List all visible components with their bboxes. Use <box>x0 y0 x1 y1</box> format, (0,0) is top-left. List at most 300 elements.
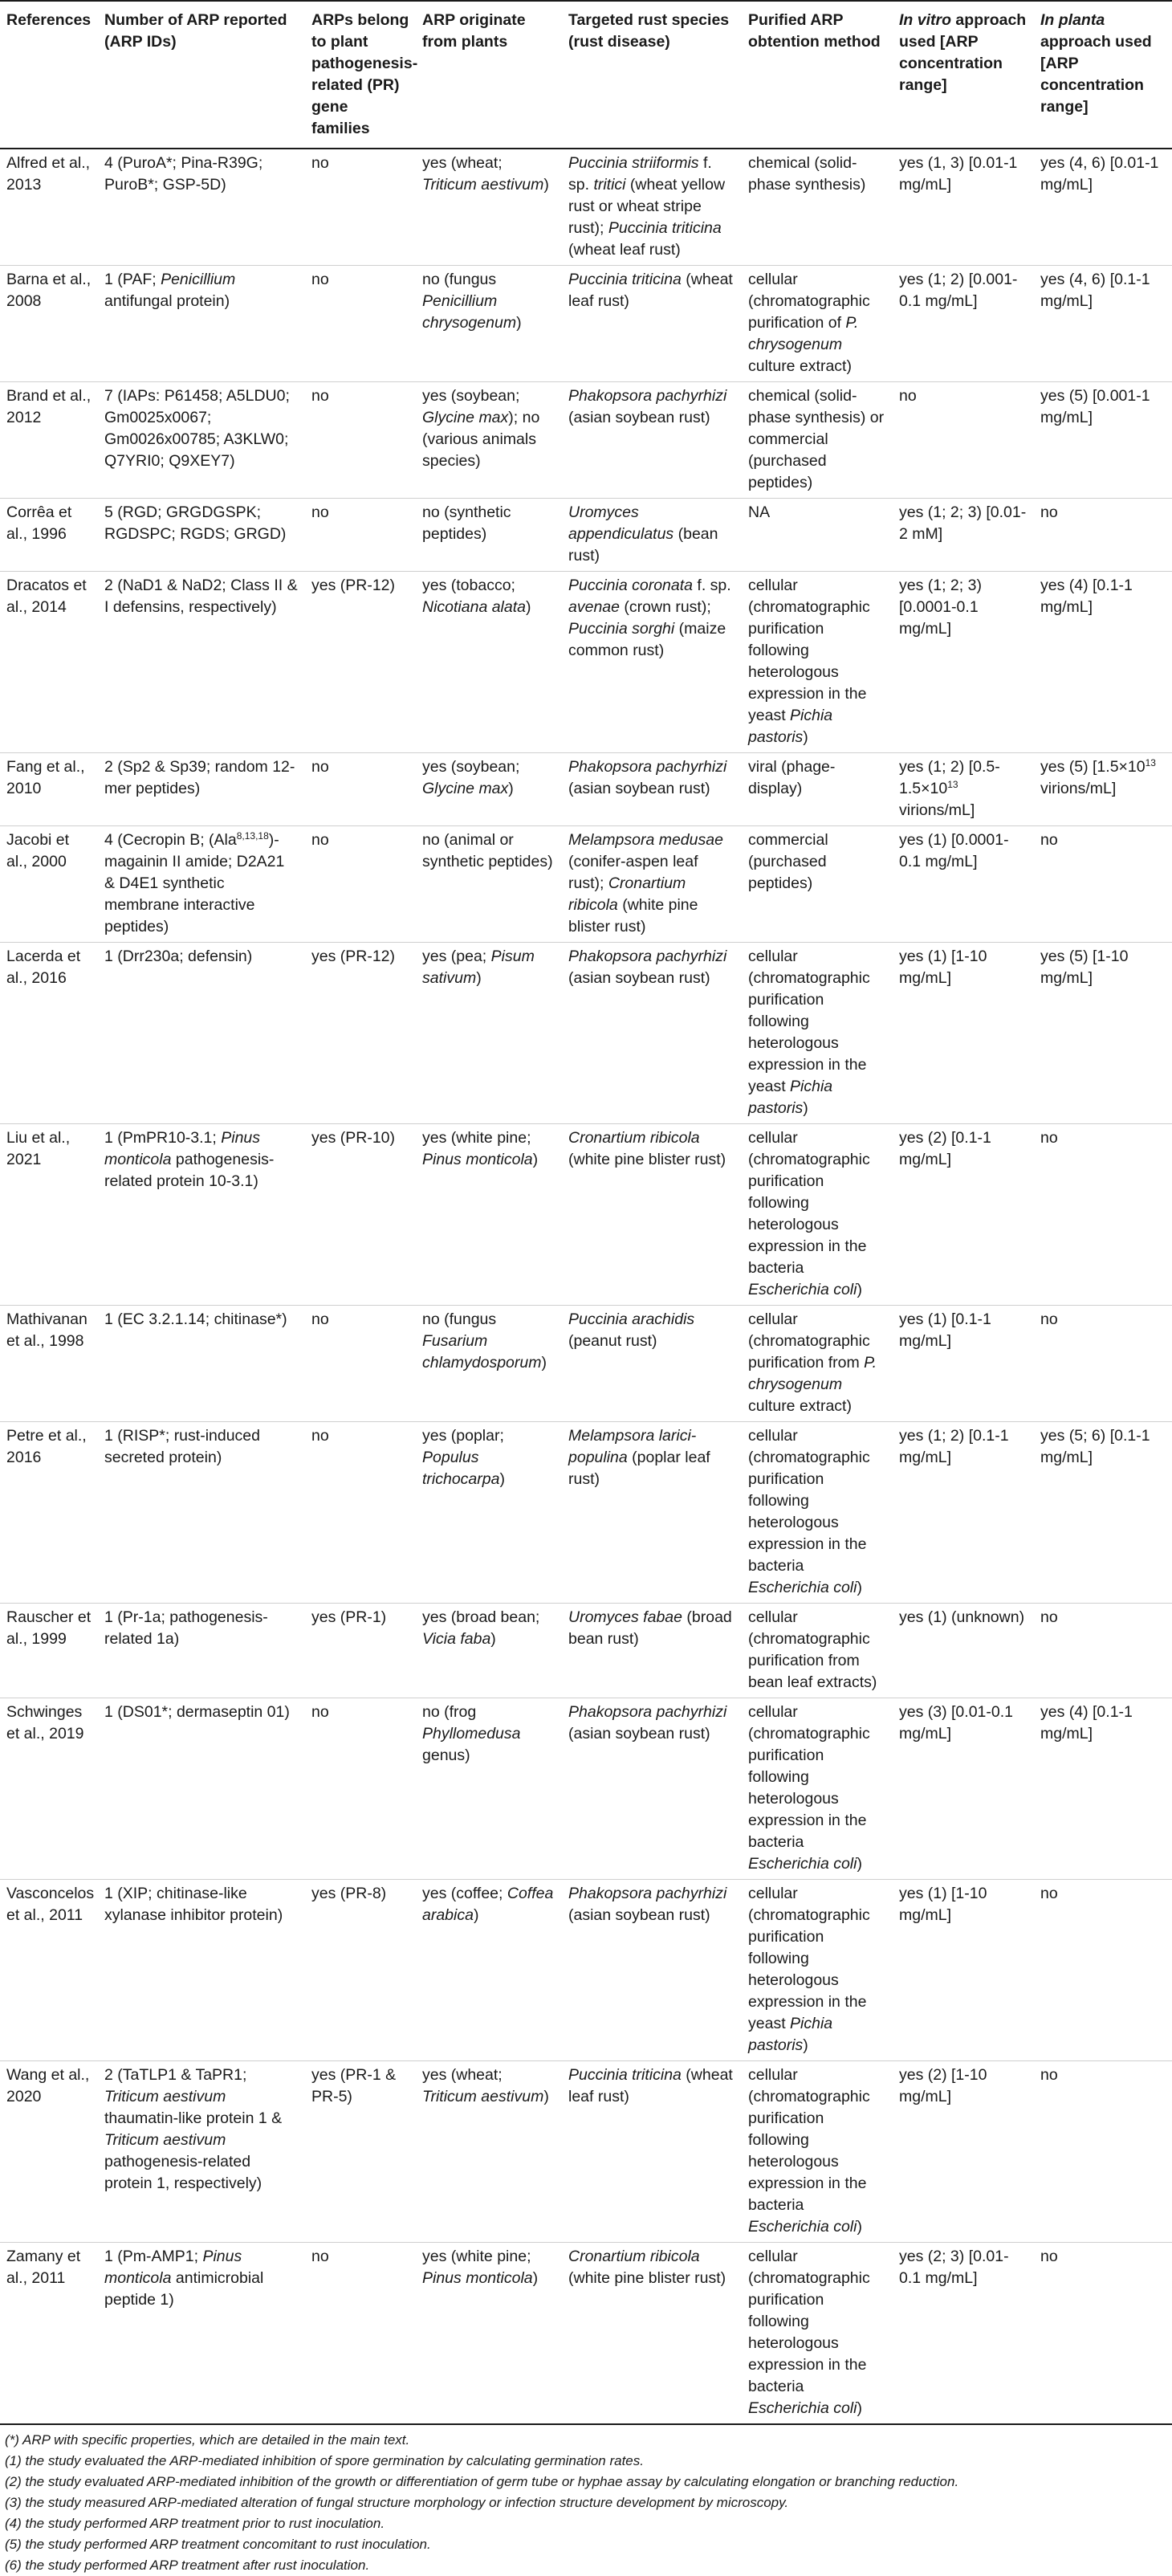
rust-species-name: Melampsora medusae <box>568 831 723 849</box>
arp-number-cell <box>98 1698 305 1880</box>
origin-text: ) <box>508 780 514 797</box>
in-planta-cell <box>1034 1124 1172 1306</box>
method-text: cellular (chromatographic purification following heterologous expression in the yeast <box>748 577 870 724</box>
arp-number-cell <box>98 2243 305 2425</box>
rust-text: (broad bean rust) <box>568 1608 732 1648</box>
method-species: Pichia pastoris <box>748 1078 833 1117</box>
in-vitro-superscript: 13 <box>947 779 958 790</box>
rust-species-cell <box>562 753 742 826</box>
reference-cell <box>0 1306 98 1422</box>
reference-cell <box>0 499 98 572</box>
in-planta-cell <box>1034 266 1172 382</box>
footnote-line: (*) ARP with specific properties, which are detailed in the main text. <box>5 2432 410 2448</box>
in-vitro-text: yes (1) [1-10 mg/mL] <box>899 948 987 987</box>
origin-species: Vicia faba <box>422 1630 491 1648</box>
arp-number-text: 2 (TaTLP1 & TaPR1; <box>104 2066 247 2084</box>
in-planta-text: yes (5) [1-10 mg/mL] <box>1040 948 1129 987</box>
in-vitro-cell <box>893 2061 1034 2243</box>
arp-number-cell <box>98 1422 305 1604</box>
origin-cell <box>416 149 562 266</box>
reference-text: Brand et al., 2012 <box>6 387 92 426</box>
rust-text: (white pine blister rust) <box>568 1151 726 1168</box>
in-planta-cell <box>1034 943 1172 1124</box>
footnote-line: (2) the study evaluated ARP-mediated inhibition of the growth or differentiation of germ tube or hyphae assay by calculating elongation or branching reduction. <box>5 2474 959 2489</box>
header-number-of-arp: Number of ARP reported (ARP IDs) <box>98 1 305 149</box>
rust-text: (conifer-aspen leaf rust); <box>568 853 698 892</box>
in-vitro-cell <box>893 572 1034 753</box>
header-in-planta <box>1034 1 1172 149</box>
method-text: viral (phage-display) <box>748 758 836 797</box>
origin-text: ) <box>541 1354 547 1372</box>
header-targeted-rust: Targeted rust species (rust disease) <box>562 1 742 149</box>
rust-text: (asian soybean rust) <box>568 1725 710 1742</box>
in-vitro-cell <box>893 826 1034 943</box>
pr-family-cell <box>305 149 416 266</box>
pr-family-cell <box>305 1880 416 2061</box>
arp-number-cell <box>98 826 305 943</box>
footnotes <box>0 2425 1172 2576</box>
origin-text: ) <box>526 598 531 616</box>
origin-species: Phyllomedusa <box>422 1725 521 1742</box>
reference-text: Alfred et al., 2013 <box>6 154 91 194</box>
arp-number-italic: Penicillium <box>161 271 236 288</box>
method-cell <box>742 499 893 572</box>
in-vitro-text: yes (1, 3) [0.01-1 mg/mL] <box>899 154 1018 194</box>
in-planta-cell <box>1034 1306 1172 1422</box>
rust-text: (crown rust); <box>619 598 711 616</box>
table-row <box>0 943 1172 1124</box>
in-planta-text: virions/mL] <box>1040 780 1117 797</box>
method-text: cellular (chromatographic purification following heterologous expression in the yeast <box>748 948 870 1095</box>
in-planta-cell <box>1034 499 1172 572</box>
method-text: commercial (purchased peptides) <box>748 831 828 892</box>
header-in-planta-italic: In planta <box>1040 11 1105 29</box>
origin-cell <box>416 943 562 1124</box>
pr-family-cell <box>305 499 416 572</box>
pr-family-text: no <box>311 503 329 521</box>
in-planta-cell <box>1034 2061 1172 2243</box>
rust-species-name: Uromyces appendiculatus <box>568 503 674 543</box>
pr-family-text: no <box>311 1310 329 1328</box>
rust-species-name: tritici <box>593 176 626 194</box>
origin-text: no (fungus <box>422 1310 497 1328</box>
method-species: Escherichia coli <box>748 2399 857 2417</box>
origin-species: Pinus monticola <box>422 2269 533 2287</box>
origin-cell <box>416 1698 562 1880</box>
method-text: NA <box>748 503 771 521</box>
method-text: culture extract) <box>748 357 852 375</box>
reference-cell <box>0 1604 98 1698</box>
origin-text: genus) <box>422 1747 470 1764</box>
method-text: chemical (solid-phase synthesis) or commercial (purchased peptides) <box>748 387 885 491</box>
pr-family-cell <box>305 1124 416 1306</box>
in-vitro-cell <box>893 266 1034 382</box>
method-text: cellular (chromatographic purification of <box>748 271 870 332</box>
method-text: ) <box>857 1579 862 1596</box>
rust-species-cell <box>562 499 742 572</box>
arp-number-italic: Pinus monticola <box>104 2248 242 2287</box>
reference-text: Rauscher et al., 1999 <box>6 1608 92 1648</box>
method-cell <box>742 943 893 1124</box>
origin-species: Fusarium chlamydosporum <box>422 1332 542 1372</box>
in-planta-cell <box>1034 149 1172 266</box>
in-planta-cell <box>1034 1698 1172 1880</box>
in-vitro-text: yes (1) (unknown) <box>899 1608 1025 1626</box>
origin-text: ) <box>543 2088 549 2105</box>
arp-number-text: 4 (Cecropin B; (Ala <box>104 831 237 849</box>
arp-number-text: 2 (NaD1 & NaD2; Class II & I defensins, respectively) <box>104 577 298 616</box>
pr-family-text: yes (PR-12) <box>311 577 396 594</box>
in-vitro-cell <box>893 1604 1034 1698</box>
reference-text: Liu et al., 2021 <box>6 1129 71 1168</box>
origin-cell <box>416 266 562 382</box>
rust-species-name: Puccinia striiformis <box>568 154 699 172</box>
rust-species-cell <box>562 1604 742 1698</box>
rust-species-cell <box>562 572 742 753</box>
arp-number-text: 1 (EC 3.2.1.14; chitinase*) <box>104 1310 287 1328</box>
rust-species-name: Cronartium ribicola <box>568 874 686 914</box>
origin-text: ) <box>490 1630 496 1648</box>
arp-number-text: 1 (Drr230a; defensin) <box>104 948 253 965</box>
reference-text: Vasconcelos et al., 2011 <box>6 1885 95 1924</box>
arp-number-text: 5 (RGD; GRGDGSPK; RGDSPC; RGDS; GRGD) <box>104 503 287 543</box>
reference-text: Barna et al., 2008 <box>6 271 92 310</box>
arp-number-text: 1 (Pr-1a; pathogenesis-related 1a) <box>104 1608 268 1648</box>
arp-number-italic: Pinus monticola <box>104 1129 261 1168</box>
method-cell <box>742 266 893 382</box>
pr-family-text: yes (PR-10) <box>311 1129 396 1147</box>
in-vitro-text: yes (2) [1-10 mg/mL] <box>899 2066 987 2105</box>
in-planta-text: yes (4, 6) [0.1-1 mg/mL] <box>1040 271 1150 310</box>
rust-text: (wheat leaf rust) <box>568 241 681 259</box>
in-planta-text: no <box>1040 1885 1058 1902</box>
header-row <box>0 1 1172 149</box>
rust-text: (white pine blister rust) <box>568 896 698 935</box>
rust-species-name: Puccinia triticina <box>568 271 682 288</box>
in-planta-text: yes (4) [0.1-1 mg/mL] <box>1040 577 1133 616</box>
rust-species-name: Puccinia sorghi <box>568 620 675 638</box>
arp-number-text: 1 (RISP*; rust-induced secreted protein) <box>104 1427 261 1466</box>
origin-species: Triticum aestivum <box>422 2088 544 2105</box>
rust-species-cell <box>562 826 742 943</box>
arp-number-text: )-magainin II amide; D2A21 & D4E1 synthetic membrane interactive peptides) <box>104 831 285 935</box>
arp-number-cell <box>98 2061 305 2243</box>
rust-species-name: Phakopsora pachyrhizi <box>568 948 727 965</box>
reference-cell <box>0 1422 98 1604</box>
method-text: ) <box>857 1281 862 1298</box>
rust-text: (asian soybean rust) <box>568 409 710 426</box>
rust-species-cell <box>562 382 742 499</box>
origin-cell <box>416 826 562 943</box>
rust-species-name: avenae <box>568 598 620 616</box>
method-cell <box>742 149 893 266</box>
in-vitro-cell <box>893 1422 1034 1604</box>
in-planta-text: no <box>1040 503 1058 521</box>
rust-species-name: Melampsora larici-populina <box>568 1427 697 1466</box>
in-vitro-text: yes (1) [0.0001-0.1 mg/mL] <box>899 831 1009 870</box>
in-vitro-cell <box>893 2243 1034 2425</box>
rust-species-cell <box>562 149 742 266</box>
pr-family-text: no <box>311 831 329 849</box>
rust-text: (bean rust) <box>568 525 718 565</box>
origin-text: ); no (various animals species) <box>422 409 540 470</box>
rust-text: (maize common rust) <box>568 620 726 659</box>
in-planta-text: no <box>1040 1310 1058 1328</box>
method-text: cellular (chromatographic purification following heterologous expression in the bacteria <box>748 1129 870 1277</box>
arp-number-superscript: 8,13,18 <box>236 830 269 842</box>
origin-species: Nicotiana alata <box>422 598 526 616</box>
in-planta-cell <box>1034 572 1172 753</box>
origin-species: Glycine max <box>422 780 509 797</box>
table-row <box>0 1604 1172 1698</box>
pr-family-text: yes (PR-8) <box>311 1885 387 1902</box>
arp-number-cell <box>98 572 305 753</box>
origin-text: ) <box>499 1470 505 1488</box>
origin-cell <box>416 499 562 572</box>
origin-cell <box>416 1306 562 1422</box>
method-species: Pichia pastoris <box>748 707 833 746</box>
rust-species-cell <box>562 943 742 1124</box>
pr-family-text: no <box>311 387 329 405</box>
pr-family-text: no <box>311 1427 329 1445</box>
arp-number-cell <box>98 1880 305 2061</box>
method-cell <box>742 1698 893 1880</box>
footnote-line: (1) the study evaluated the ARP-mediated inhibition of spore germination by calculating germination rates. <box>5 2453 644 2468</box>
table-row <box>0 499 1172 572</box>
in-vitro-text: yes (1) [0.1-1 mg/mL] <box>899 1310 991 1350</box>
arp-number-text: pathogenesis-related protein 10-3.1) <box>104 1151 275 1190</box>
pr-family-cell <box>305 1604 416 1698</box>
arp-number-cell <box>98 943 305 1124</box>
reference-text: Dracatos et al., 2014 <box>6 577 87 616</box>
rust-species-cell <box>562 1306 742 1422</box>
arp-number-italic: Triticum aestivum <box>104 2131 226 2149</box>
method-text: ) <box>803 1099 808 1117</box>
in-vitro-cell <box>893 943 1034 1124</box>
rust-text: (asian soybean rust) <box>568 780 710 797</box>
pr-family-cell <box>305 753 416 826</box>
in-planta-superscript: 13 <box>1145 757 1156 768</box>
footnote-line: (4) the study performed ARP treatment prior to rust inoculation. <box>5 2516 385 2531</box>
origin-text: yes (soybean; <box>422 387 520 405</box>
in-vitro-text: yes (1) [1-10 mg/mL] <box>899 1885 987 1924</box>
table-row <box>0 149 1172 266</box>
in-vitro-text: yes (1; 2) [0.001-0.1 mg/mL] <box>899 271 1018 310</box>
arp-number-cell <box>98 266 305 382</box>
in-vitro-cell <box>893 499 1034 572</box>
in-vitro-cell <box>893 382 1034 499</box>
method-cell <box>742 572 893 753</box>
in-vitro-text: yes (2; 3) [0.01-0.1 mg/mL] <box>899 2248 1009 2287</box>
arp-number-italic: Triticum aestivum <box>104 2088 226 2105</box>
rust-species-name: Phakopsora pachyrhizi <box>568 387 727 405</box>
method-species: P. chrysogenum <box>748 1354 877 1393</box>
pr-family-text: no <box>311 758 329 776</box>
rust-species-cell <box>562 2243 742 2425</box>
method-species: Escherichia coli <box>748 2218 857 2236</box>
reference-text: Schwinges et al., 2019 <box>6 1703 84 1742</box>
arp-number-cell <box>98 1124 305 1306</box>
arp-number-cell <box>98 753 305 826</box>
method-species: Pichia pastoris <box>748 2015 833 2054</box>
arp-number-cell <box>98 1306 305 1422</box>
pr-family-cell <box>305 826 416 943</box>
in-vitro-text: yes (3) [0.01-0.1 mg/mL] <box>899 1703 1013 1742</box>
origin-text: ) <box>543 176 549 194</box>
rust-text: (white pine blister rust) <box>568 2269 726 2287</box>
reference-cell <box>0 1880 98 2061</box>
arp-number-text: 7 (IAPs: P61458; A5LDU0; Gm0025x0067; Gm0026x00785; A3KLW0; Q7YRI0; Q9XEY7) <box>104 387 290 470</box>
in-vitro-text: yes (1; 2) [0.1-1 mg/mL] <box>899 1427 1009 1466</box>
table-row <box>0 753 1172 826</box>
header-references: References <box>0 1 98 149</box>
origin-text: yes (wheat; <box>422 2066 503 2084</box>
pr-family-cell <box>305 572 416 753</box>
origin-text: yes (white pine; <box>422 1129 531 1147</box>
in-vitro-text: no <box>899 387 917 405</box>
header-obtention-method: Purified ARP obtention method <box>742 1 893 149</box>
rust-species-cell <box>562 1880 742 2061</box>
in-vitro-text: yes (1; 2) [0.5- 1.5×10 <box>899 758 1000 797</box>
method-cell <box>742 1306 893 1422</box>
origin-cell <box>416 1880 562 2061</box>
origin-cell <box>416 382 562 499</box>
origin-text: yes (tobacco; <box>422 577 515 594</box>
rust-species-name: Puccinia triticina <box>608 219 722 237</box>
arp-number-text: pathogenesis-related protein 1, respectively) <box>104 2153 262 2192</box>
method-text: ) <box>857 2218 862 2236</box>
pr-family-text: yes (PR-1 & PR-5) <box>311 2066 397 2105</box>
method-cell <box>742 1604 893 1698</box>
in-vitro-cell <box>893 1698 1034 1880</box>
origin-cell <box>416 2061 562 2243</box>
reference-cell <box>0 1698 98 1880</box>
pr-family-cell <box>305 266 416 382</box>
header-arp-origin: ARP originate from plants <box>416 1 562 149</box>
rust-text: (asian soybean rust) <box>568 1906 710 1924</box>
reference-cell <box>0 1124 98 1306</box>
origin-cell <box>416 572 562 753</box>
header-pr-families: ARPs belong to plant pathogenesis-related (PR) gene families <box>305 1 416 149</box>
method-cell <box>742 382 893 499</box>
rust-text: f. sp. <box>693 577 731 594</box>
method-cell <box>742 1422 893 1604</box>
method-text: cellular (chromatographic purification following heterologous expression in the bacteria <box>748 2066 870 2214</box>
reference-text: Petre et al., 2016 <box>6 1427 87 1466</box>
pr-family-cell <box>305 1422 416 1604</box>
pr-family-text: no <box>311 2248 329 2265</box>
origin-text: yes (poplar; <box>422 1427 504 1445</box>
arp-number-text: 2 (Sp2 & Sp39; random 12-mer peptides) <box>104 758 295 797</box>
origin-text: ) <box>516 314 522 332</box>
method-species: Escherichia coli <box>748 1579 857 1596</box>
rust-species-name: Phakopsora pachyrhizi <box>568 758 727 776</box>
in-vitro-cell <box>893 149 1034 266</box>
pr-family-text: yes (PR-1) <box>311 1608 387 1626</box>
in-planta-cell <box>1034 1880 1172 2061</box>
table-row <box>0 2061 1172 2243</box>
rust-species-name: Puccinia coronata <box>568 577 694 594</box>
reference-text: Wang et al., 2020 <box>6 2066 90 2105</box>
reference-cell <box>0 826 98 943</box>
header-in-vitro <box>893 1 1034 149</box>
origin-text: no (synthetic peptides) <box>422 503 511 543</box>
origin-text: yes (white pine; <box>422 2248 531 2265</box>
origin-cell <box>416 1124 562 1306</box>
method-species: Escherichia coli <box>748 1281 857 1298</box>
pr-family-text: no <box>311 271 329 288</box>
header-in-vitro-italic: In vitro <box>899 11 952 29</box>
arp-number-cell <box>98 499 305 572</box>
reference-text: Mathivanan et al., 1998 <box>6 1310 87 1350</box>
arp-number-text: antimicrobial peptide 1) <box>104 2269 264 2309</box>
arp-number-cell <box>98 382 305 499</box>
reference-text: Lacerda et al., 2016 <box>6 948 81 987</box>
table-row <box>0 572 1172 753</box>
origin-text: yes (wheat; <box>422 154 503 172</box>
in-planta-text: no <box>1040 831 1058 849</box>
in-planta-text: no <box>1040 2066 1058 2084</box>
origin-species: Pinus monticola <box>422 1151 533 1168</box>
rust-species-cell <box>562 1422 742 1604</box>
method-text: ) <box>803 728 808 746</box>
reference-cell <box>0 382 98 499</box>
reference-cell <box>0 753 98 826</box>
origin-species: Triticum aestivum <box>422 176 544 194</box>
origin-text: ) <box>532 1151 539 1168</box>
reference-text: Corrêa et al., 1996 <box>6 503 72 543</box>
table-row <box>0 1306 1172 1422</box>
arp-number-text: 1 (PmPR10-3.1; <box>104 1129 222 1147</box>
rust-text: (wheat leaf rust) <box>568 2066 733 2105</box>
reference-cell <box>0 943 98 1124</box>
in-planta-text: yes (5) [0.001-1 mg/mL] <box>1040 387 1150 426</box>
origin-cell <box>416 753 562 826</box>
method-text: cellular (chromatographic purification following heterologous expression in the bacteria <box>748 1703 870 1851</box>
method-cell <box>742 1124 893 1306</box>
method-text: chemical (solid-phase synthesis) <box>748 154 866 194</box>
in-planta-text: yes (5) [1.5×10 <box>1040 758 1146 776</box>
pr-family-cell <box>305 943 416 1124</box>
pr-family-cell <box>305 382 416 499</box>
method-cell <box>742 2243 893 2425</box>
header-in-vitro-rest: approach used [ARP concentration range] <box>899 11 1027 94</box>
arp-number-text: thaumatin-like protein 1 & <box>104 2109 283 2127</box>
origin-text: no (frog <box>422 1703 477 1721</box>
in-vitro-cell <box>893 1306 1034 1422</box>
in-planta-text: yes (4) [0.1-1 mg/mL] <box>1040 1703 1133 1742</box>
in-planta-cell <box>1034 382 1172 499</box>
table-header <box>0 1 1172 149</box>
rust-species-cell <box>562 1698 742 1880</box>
rust-text: (wheat leaf rust) <box>568 271 733 310</box>
table-row <box>0 1124 1172 1306</box>
rust-species-name: Phakopsora pachyrhizi <box>568 1885 727 1902</box>
reference-cell <box>0 572 98 753</box>
reference-cell <box>0 2243 98 2425</box>
rust-text: (asian soybean rust) <box>568 969 710 987</box>
in-planta-text: yes (5; 6) [0.1-1 mg/mL] <box>1040 1427 1150 1466</box>
pr-family-text: yes (PR-12) <box>311 948 396 965</box>
method-text: cellular (chromatographic purification from <box>748 1310 870 1372</box>
footnote-line: (5) the study performed ARP treatment concomitant to rust inoculation. <box>5 2537 431 2552</box>
arp-number-cell <box>98 149 305 266</box>
in-planta-cell <box>1034 826 1172 943</box>
rust-species-name: Cronartium ribicola <box>568 1129 700 1147</box>
in-planta-cell <box>1034 753 1172 826</box>
method-cell <box>742 826 893 943</box>
table-row <box>0 266 1172 382</box>
